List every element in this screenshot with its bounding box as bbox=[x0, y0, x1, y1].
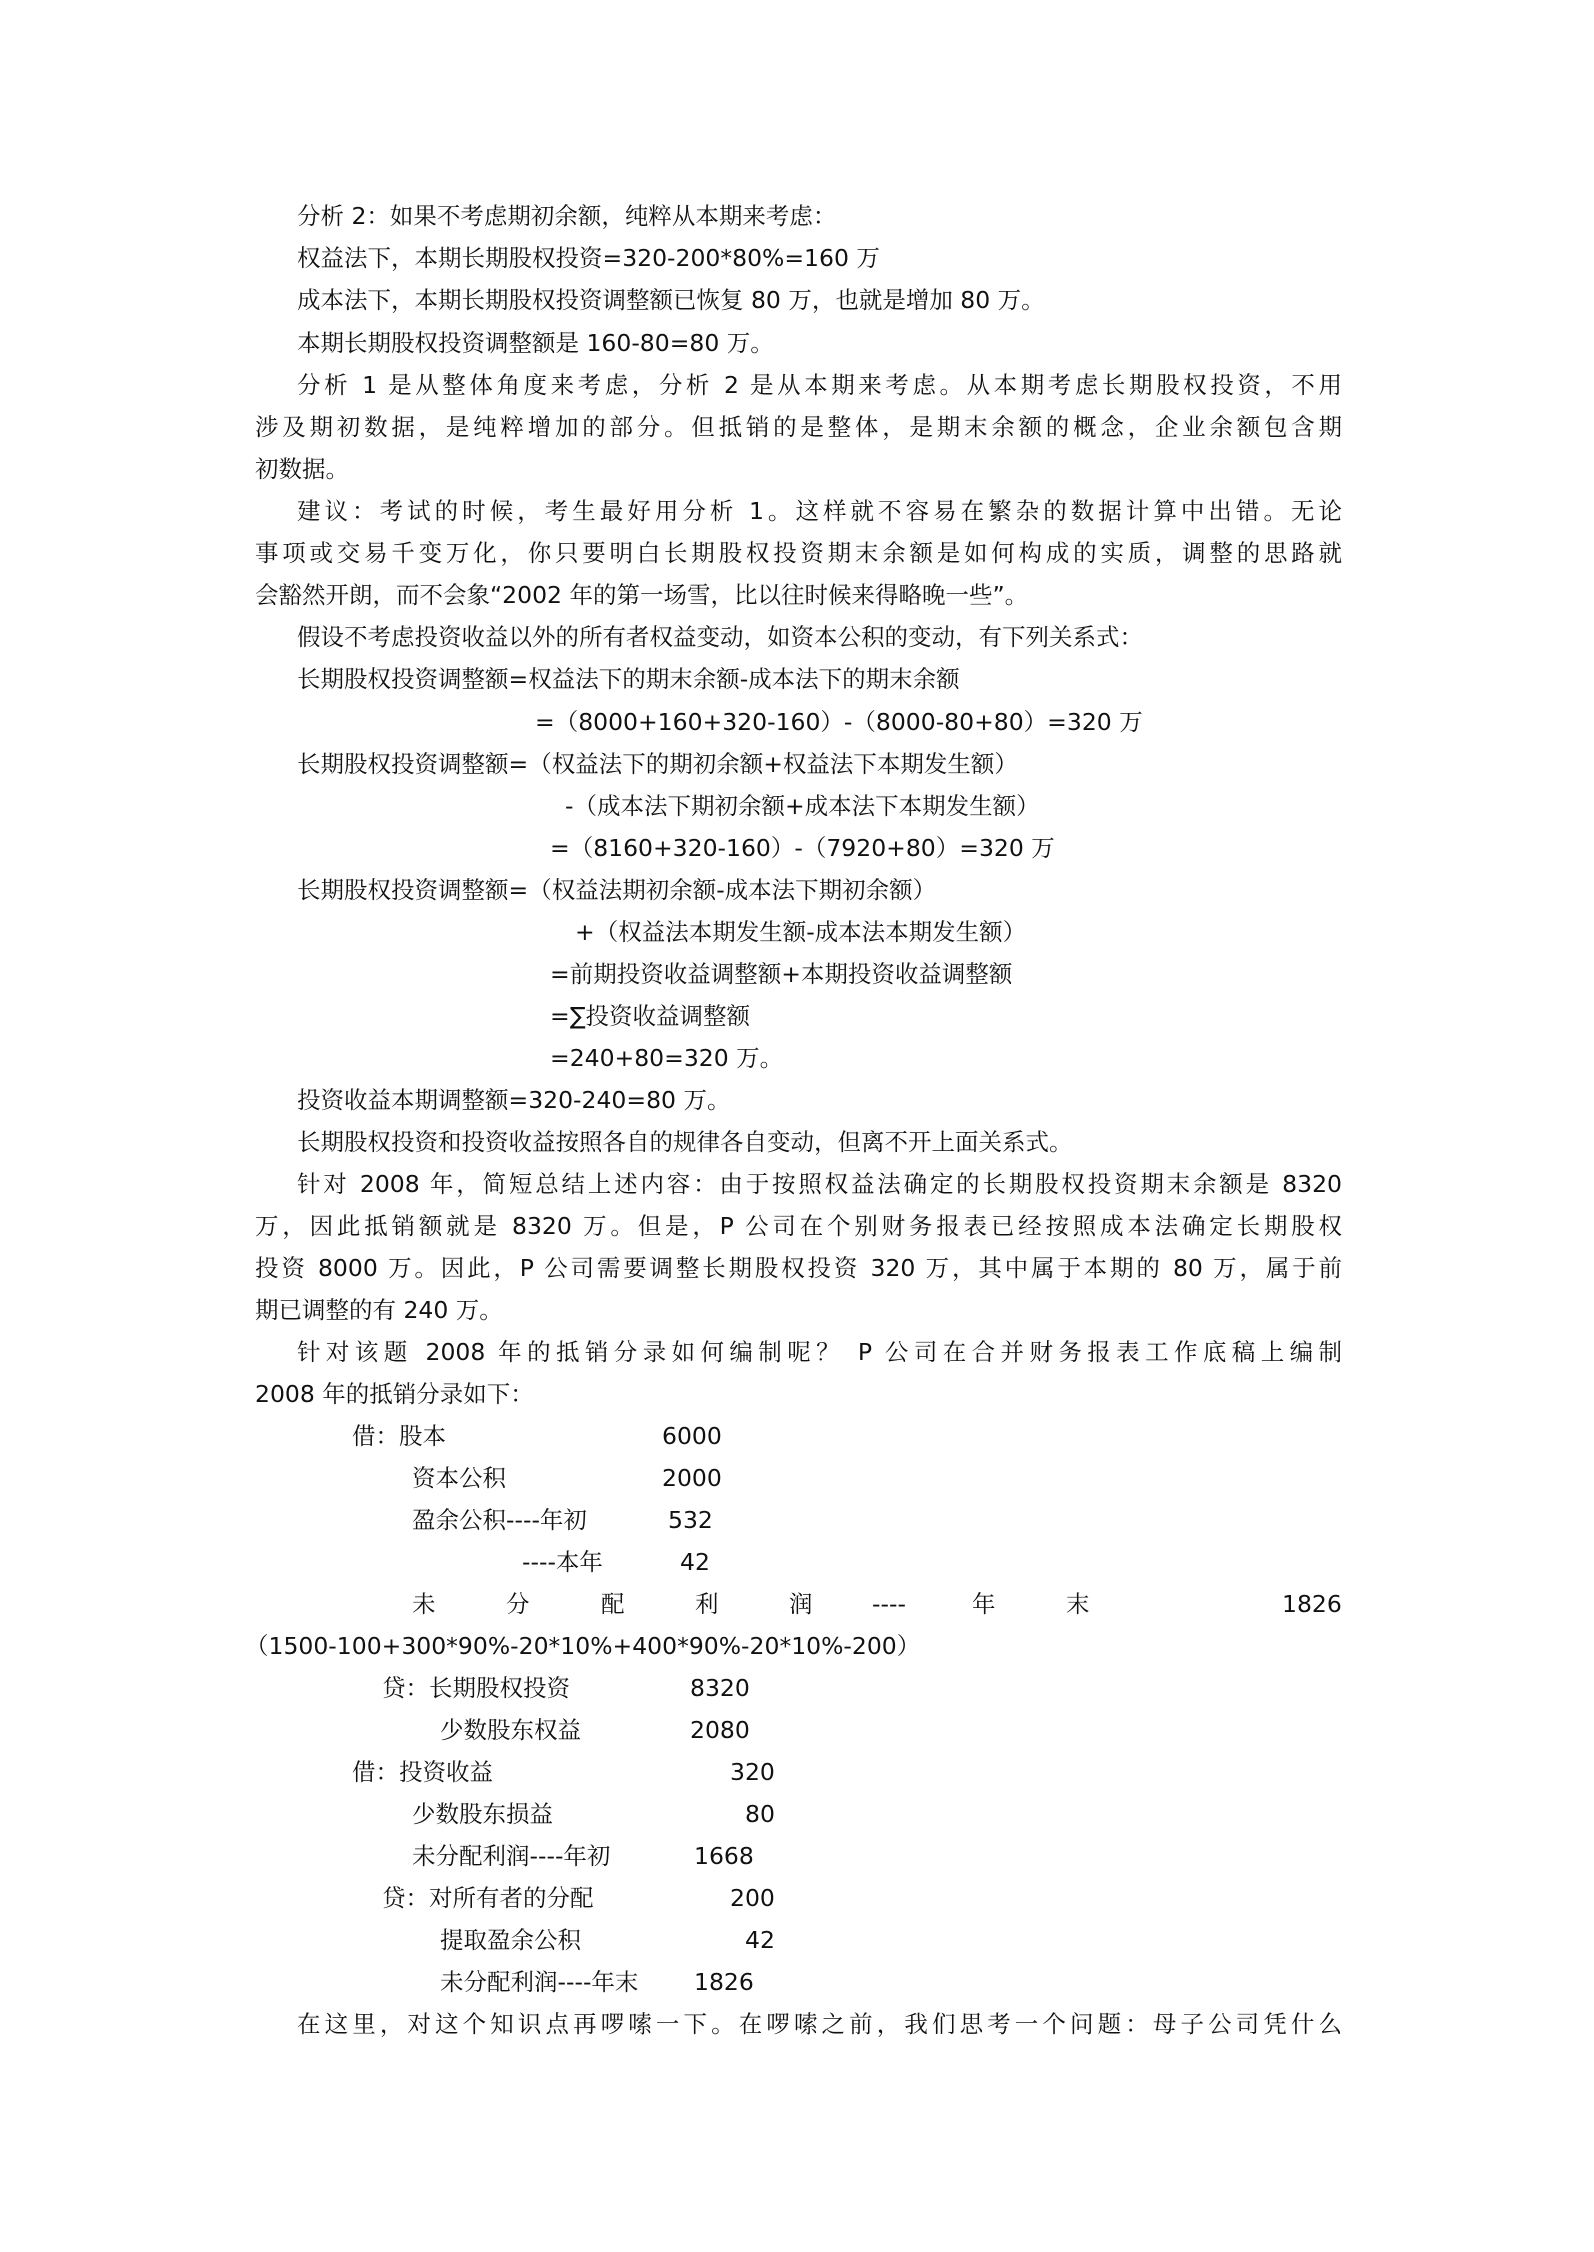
entry-amount: 2080 bbox=[690, 1716, 750, 1744]
text-line: 万，因此抵销额就是 8320 万。但是，P 公司在个别财务报表已经按照成本法确定长期股权 bbox=[255, 1212, 1342, 1240]
text-line: 假设不考虑投资收益以外的所有者权益变动，如资本公积的变动，有下列关系式： bbox=[297, 623, 1143, 651]
entry-label-spread: 配 bbox=[601, 1590, 625, 1618]
entry-label: 贷：对所有者的分配 bbox=[382, 1884, 594, 1912]
text-line: 投资 8000 万。因此，P 公司需要调整长期股权投资 320 万，其中属于本期的 80 万，属于前 bbox=[255, 1254, 1342, 1282]
formula-line: +（权益法本期发生额-成本法本期发生额） bbox=[575, 918, 1027, 946]
entry-formula: （1500-100+300*90%-20*10%+400*90%-20*10%-200） bbox=[245, 1632, 921, 1660]
entry-label-spread: ---- bbox=[872, 1590, 906, 1618]
entry-label: 盈余公积----年初 bbox=[412, 1506, 587, 1534]
text-line: 分析 2：如果不考虑期初余额，纯粹从本期来考虑： bbox=[297, 202, 837, 230]
entry-label: 提取盈余公积 bbox=[440, 1926, 581, 1954]
entry-label: 借：股本 bbox=[352, 1422, 446, 1450]
text-line: 初数据。 bbox=[255, 455, 349, 483]
text-line: 涉及期初数据，是纯粹增加的部分。但抵销的是整体，是期末余额的概念，企业余额包含期 bbox=[255, 413, 1342, 441]
text-line: 针对 2008 年，简短总结上述内容：由于按照权益法确定的长期股权投资期末余额是 8320 bbox=[297, 1170, 1342, 1198]
text-line: 长期股权投资和投资收益按照各自的规律各自变动，但离不开上面关系式。 bbox=[297, 1128, 1073, 1156]
entry-amount: 80 bbox=[745, 1800, 775, 1828]
formula-line: 长期股权投资调整额=权益法下的期末余额-成本法下的期末余额 bbox=[297, 665, 960, 693]
entry-label-spread: 年 bbox=[972, 1590, 996, 1618]
formula-line: -（成本法下期初余额+成本法下本期发生额） bbox=[565, 792, 1040, 820]
text-line: 权益法下，本期长期股权投资=320-200*80%=160 万 bbox=[297, 244, 880, 272]
formula-line: =240+80=320 万。 bbox=[550, 1044, 784, 1072]
text-line: 建议：考试的时候，考生最好用分析 1。这样就不容易在繁杂的数据计算中出错。无论 bbox=[297, 497, 1342, 525]
text-line: 事项或交易千变万化，你只要明白长期股权投资期末余额是如何构成的实质，调整的思路就 bbox=[255, 539, 1342, 567]
formula-line: =（8000+160+320-160）-（8000-80+80）=320 万 bbox=[535, 708, 1143, 736]
entry-label: 少数股东损益 bbox=[412, 1800, 553, 1828]
formula-line: =∑投资收益调整额 bbox=[550, 1002, 751, 1030]
entry-label: 未分配利润----年末 bbox=[440, 1968, 639, 1996]
entry-label: 未分配利润----年初 bbox=[412, 1842, 611, 1870]
text-line: 投资收益本期调整额=320-240=80 万。 bbox=[297, 1086, 731, 1114]
entry-amount: 6000 bbox=[662, 1422, 722, 1450]
entry-amount: 1826 bbox=[694, 1968, 754, 1996]
entry-amount: 42 bbox=[745, 1926, 775, 1954]
entry-label: 资本公积 bbox=[412, 1464, 506, 1492]
text-line: 针对该题 2008 年的抵销分录如何编制呢？ P 公司在合并财务报表工作底稿上编制 bbox=[297, 1338, 1342, 1366]
entry-label-spread: 未 bbox=[412, 1590, 436, 1618]
entry-label-spread: 利 bbox=[695, 1590, 719, 1618]
entry-label: 少数股东权益 bbox=[440, 1716, 581, 1744]
formula-line: =（8160+320-160）-（7920+80）=320 万 bbox=[550, 834, 1055, 862]
entry-amount: 320 bbox=[730, 1758, 775, 1786]
entry-label: 贷：长期股权投资 bbox=[382, 1674, 570, 1702]
entry-label: ----本年 bbox=[522, 1548, 603, 1576]
entry-amount: 200 bbox=[730, 1884, 775, 1912]
entry-amount: 2000 bbox=[662, 1464, 722, 1492]
entry-label-spread: 润 bbox=[789, 1590, 813, 1618]
entry-amount: 1668 bbox=[694, 1842, 754, 1870]
text-line: 成本法下，本期长期股权投资调整额已恢复 80 万，也就是增加 80 万。 bbox=[297, 286, 1045, 314]
entry-amount: 8320 bbox=[690, 1674, 750, 1702]
entry-label: 借：投资收益 bbox=[352, 1758, 493, 1786]
text-line: 在这里，对这个知识点再啰嗦一下。在啰嗦之前，我们思考一个问题：母子公司凭什么 bbox=[297, 2010, 1342, 2038]
text-line: 2008 年的抵销分录如下： bbox=[255, 1380, 534, 1408]
text-line: 分析 1 是从整体角度来考虑，分析 2 是从本期来考虑。从本期考虑长期股权投资，不用 bbox=[297, 371, 1342, 399]
entry-amount: 1826 bbox=[1282, 1590, 1342, 1618]
formula-line: =前期投资收益调整额+本期投资收益调整额 bbox=[550, 960, 1013, 988]
entry-label-spread: 末 bbox=[1066, 1590, 1090, 1618]
text-line: 本期长期股权投资调整额是 160-80=80 万。 bbox=[297, 329, 774, 357]
text-line: 会豁然开朗，而不会象“2002 年的第一场雪，比以往时候来得略晚一些”。 bbox=[255, 581, 1029, 609]
entry-amount: 42 bbox=[680, 1548, 710, 1576]
text-line: 期已调整的有 240 万。 bbox=[255, 1296, 503, 1324]
formula-line: 长期股权投资调整额=（权益法期初余额-成本法下期初余额） bbox=[297, 876, 937, 904]
entry-label-spread: 分 bbox=[506, 1590, 530, 1618]
formula-line: 长期股权投资调整额=（权益法下的期初余额+权益法下本期发生额） bbox=[297, 750, 1018, 778]
entry-amount: 532 bbox=[668, 1506, 713, 1534]
